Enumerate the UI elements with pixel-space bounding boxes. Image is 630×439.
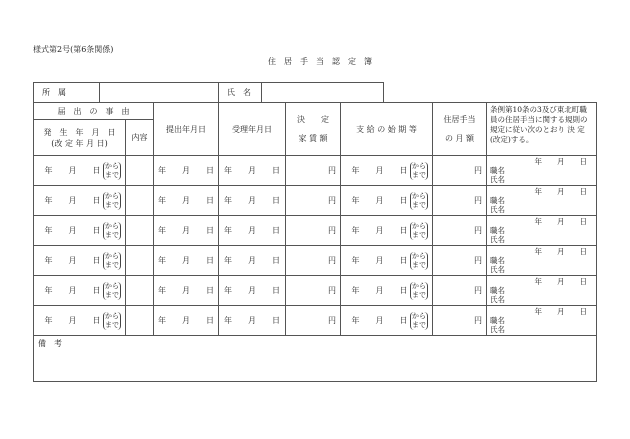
rent-header xyxy=(286,103,341,156)
occurrence-date-cell[interactable] xyxy=(34,156,126,186)
rent-cell[interactable] xyxy=(286,306,341,336)
occurrence-date-cell[interactable] xyxy=(34,186,126,216)
name-label: 氏 名 xyxy=(219,83,262,103)
yen-unit: 円 xyxy=(328,166,336,175)
period-cell[interactable] xyxy=(341,186,433,216)
date-text: 年 月 日 xyxy=(158,286,214,295)
allowance-cell[interactable] xyxy=(433,306,487,336)
bracket xyxy=(410,222,428,240)
date-text: 年 月 日 xyxy=(158,316,214,325)
bracket xyxy=(103,192,121,210)
name-label: 氏名 xyxy=(490,175,505,184)
name-label: 氏名 xyxy=(490,265,505,274)
yen-unit: 円 xyxy=(474,226,482,235)
bracket xyxy=(410,192,428,210)
affiliation-field[interactable] xyxy=(100,83,219,103)
name-label: 氏名 xyxy=(490,295,505,304)
date-text: 年 月 日 xyxy=(44,165,101,175)
allowance-cell[interactable] xyxy=(433,246,487,276)
allowance-cell[interactable] xyxy=(433,216,487,246)
from-label: から xyxy=(412,221,426,230)
received-date-cell[interactable] xyxy=(219,246,286,276)
content-cell[interactable] xyxy=(126,246,154,276)
submitted-date-cell[interactable] xyxy=(154,156,219,186)
submitted-date-cell[interactable] xyxy=(154,306,219,336)
bracket xyxy=(410,162,428,180)
name-label: 氏名 xyxy=(490,235,505,244)
occurrence-date-cell[interactable] xyxy=(34,276,126,306)
bracket xyxy=(103,162,121,180)
submitted-date-cell[interactable] xyxy=(154,276,219,306)
allowance-header xyxy=(433,103,487,156)
decision-cell[interactable] xyxy=(487,186,597,216)
allowance-register-table xyxy=(33,102,597,156)
received-date-cell[interactable] xyxy=(219,156,286,186)
decision-cell[interactable] xyxy=(487,306,597,336)
header-info-table xyxy=(33,82,384,103)
rent-cell[interactable] xyxy=(286,276,341,306)
date-text: 年 月 日 xyxy=(351,255,408,265)
date-text: 年 月 日 xyxy=(158,226,214,235)
until-label: まで xyxy=(412,170,426,179)
yen-unit: 円 xyxy=(474,166,482,175)
allowance-cell[interactable] xyxy=(433,156,487,186)
name-field[interactable] xyxy=(262,83,384,103)
occurrence-date-cell[interactable] xyxy=(34,216,126,246)
from-label: から xyxy=(105,281,119,290)
title-label: 職名 xyxy=(490,256,505,265)
date-text: 年 月 日 xyxy=(44,315,101,325)
decision-date: 年 月 日 xyxy=(534,187,587,196)
date-text: 年 月 日 xyxy=(224,226,280,235)
decision-cell[interactable] xyxy=(487,276,597,306)
period-cell[interactable] xyxy=(341,156,433,186)
name-label: 氏名 xyxy=(490,325,505,334)
received-date-cell[interactable] xyxy=(219,186,286,216)
decision-date: 年 月 日 xyxy=(534,307,587,316)
bracket xyxy=(410,312,428,330)
decision-date: 年 月 日 xyxy=(534,277,587,286)
rent-header-line1: 決 定 xyxy=(297,115,329,124)
decision-date: 年 月 日 xyxy=(534,157,587,166)
yen-unit: 円 xyxy=(474,256,482,265)
until-label: まで xyxy=(412,230,426,239)
from-label: から xyxy=(105,221,119,230)
date-text: 年 月 日 xyxy=(224,286,280,295)
from-label: から xyxy=(105,311,119,320)
received-date-cell[interactable] xyxy=(219,306,286,336)
date-text: 年 月 日 xyxy=(44,225,101,235)
content-cell[interactable] xyxy=(126,156,154,186)
from-label: から xyxy=(412,311,426,320)
date-text: 年 月 日 xyxy=(158,196,214,205)
table-row xyxy=(34,246,597,276)
table-row xyxy=(34,186,597,216)
yen-unit: 円 xyxy=(328,196,336,205)
until-label: まで xyxy=(105,260,119,269)
submitted-header: 提出年月日 xyxy=(154,103,219,156)
yen-unit: 円 xyxy=(474,196,482,205)
date-text: 年 月 日 xyxy=(44,285,101,295)
data-rows xyxy=(33,155,597,382)
from-label: から xyxy=(412,161,426,170)
bracket xyxy=(410,252,428,270)
occurrence-line1: 発 生 年 月 日 xyxy=(43,127,116,137)
submitted-date-cell[interactable] xyxy=(154,186,219,216)
content-header: 内容 xyxy=(126,120,154,156)
allowance-cell[interactable] xyxy=(433,276,487,306)
content-cell[interactable] xyxy=(126,186,154,216)
table-row xyxy=(34,156,597,186)
date-text: 年 月 日 xyxy=(351,225,408,235)
title-label: 職名 xyxy=(490,286,505,295)
bracket xyxy=(410,282,428,300)
date-text: 年 月 日 xyxy=(224,316,280,325)
bracket xyxy=(103,282,121,300)
table-row xyxy=(34,306,597,336)
from-label: から xyxy=(412,281,426,290)
title-label: 職名 xyxy=(490,316,505,325)
period-header: 支 給 の 始 期 等 xyxy=(341,103,433,156)
title-label: 職名 xyxy=(490,226,505,235)
date-text: 年 月 日 xyxy=(351,315,408,325)
date-text: 年 月 日 xyxy=(158,166,214,175)
occurrence-line2: (改 定 年 月 日) xyxy=(51,138,108,148)
yen-unit: 円 xyxy=(328,286,336,295)
remarks-cell[interactable] xyxy=(34,336,597,382)
until-label: まで xyxy=(105,170,119,179)
date-text: 年 月 日 xyxy=(158,256,214,265)
content-cell[interactable] xyxy=(126,276,154,306)
yen-unit: 円 xyxy=(474,316,482,325)
remarks-label: 備 考 xyxy=(38,339,62,348)
affiliation-label: 所 属 xyxy=(34,83,100,103)
received-date-cell[interactable] xyxy=(219,276,286,306)
date-text: 年 月 日 xyxy=(44,255,101,265)
table-row xyxy=(34,276,597,306)
bracket xyxy=(103,252,121,270)
decision-header: 条例第10条の3及び東北町職員の住居手当に関する規則の規定に従い次のとおり 決 定(改定)する。 xyxy=(487,103,597,156)
date-text: 年 月 日 xyxy=(224,256,280,265)
title-label: 職名 xyxy=(490,196,505,205)
allowance-header-line1: 住居手当 xyxy=(443,115,476,124)
until-label: まで xyxy=(105,230,119,239)
period-cell[interactable] xyxy=(341,246,433,276)
bracket xyxy=(103,222,121,240)
date-text: 年 月 日 xyxy=(224,196,280,205)
decision-date: 年 月 日 xyxy=(534,217,587,226)
occurrence-header xyxy=(34,120,126,156)
yen-unit: 円 xyxy=(328,316,336,325)
date-text: 年 月 日 xyxy=(351,195,408,205)
rent-cell[interactable] xyxy=(286,246,341,276)
received-header: 受理年月日 xyxy=(219,103,286,156)
period-cell[interactable] xyxy=(341,276,433,306)
until-label: まで xyxy=(412,290,426,299)
decision-date: 年 月 日 xyxy=(534,247,587,256)
yen-unit: 円 xyxy=(328,226,336,235)
date-text: 年 月 日 xyxy=(351,165,408,175)
date-text: 年 月 日 xyxy=(351,285,408,295)
period-cell[interactable] xyxy=(341,306,433,336)
content-cell[interactable] xyxy=(126,216,154,246)
title-label: 職名 xyxy=(490,166,505,175)
period-cell[interactable] xyxy=(341,216,433,246)
rent-cell[interactable] xyxy=(286,216,341,246)
bracket xyxy=(103,312,121,330)
allowance-header-line2: の 月 額 xyxy=(444,134,475,143)
date-text: 年 月 日 xyxy=(44,195,101,205)
occurrence-date-cell[interactable] xyxy=(34,246,126,276)
submitted-date-cell[interactable] xyxy=(154,216,219,246)
table-row xyxy=(34,216,597,246)
from-label: から xyxy=(412,191,426,200)
rent-cell[interactable] xyxy=(286,156,341,186)
decision-cell[interactable] xyxy=(487,156,597,186)
from-label: から xyxy=(412,251,426,260)
occurrence-date-cell[interactable] xyxy=(34,306,126,336)
until-label: まで xyxy=(412,320,426,329)
until-label: まで xyxy=(105,320,119,329)
reason-header: 届 出 の 事 由 xyxy=(34,103,154,120)
yen-unit: 円 xyxy=(328,256,336,265)
form-number: 様式第2号(第6条関係) xyxy=(33,45,114,54)
received-date-cell[interactable] xyxy=(219,216,286,246)
decision-cell[interactable] xyxy=(487,216,597,246)
date-text: 年 月 日 xyxy=(224,166,280,175)
until-label: まで xyxy=(105,290,119,299)
from-label: から xyxy=(105,161,119,170)
until-label: まで xyxy=(412,200,426,209)
page-title: 住 居 手 当 認 定 簿 xyxy=(268,57,372,66)
rent-header-line2: 家 賃 額 xyxy=(298,134,328,143)
until-label: まで xyxy=(105,200,119,209)
rent-cell[interactable] xyxy=(286,186,341,216)
submitted-date-cell[interactable] xyxy=(154,246,219,276)
content-cell[interactable] xyxy=(126,306,154,336)
yen-unit: 円 xyxy=(474,286,482,295)
from-label: から xyxy=(105,191,119,200)
name-label: 氏名 xyxy=(490,205,505,214)
decision-cell[interactable] xyxy=(487,246,597,276)
allowance-cell[interactable] xyxy=(433,186,487,216)
until-label: まで xyxy=(412,260,426,269)
from-label: から xyxy=(105,251,119,260)
